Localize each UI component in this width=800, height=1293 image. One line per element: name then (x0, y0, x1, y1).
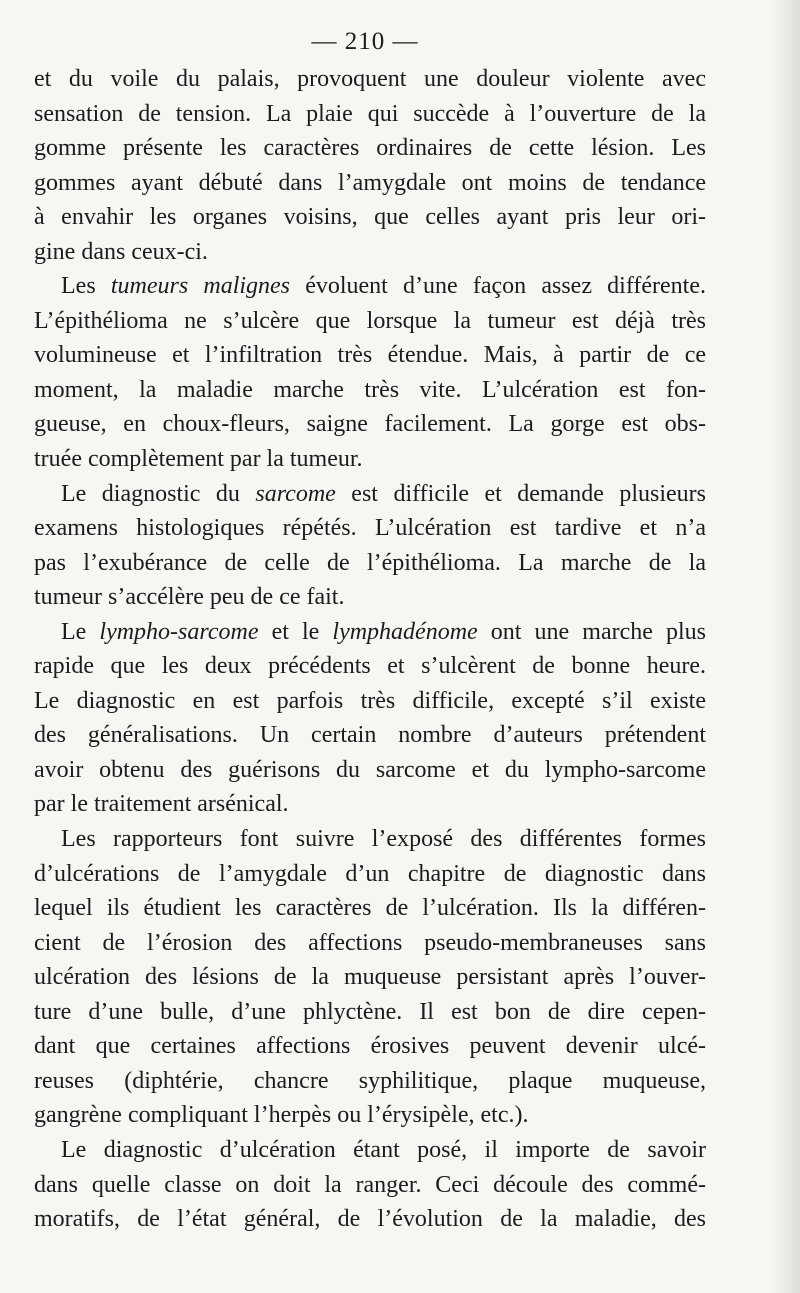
text-line (34, 995, 706, 1030)
text-run: examens histologiques répétés. L’ulcération est tardive et n’a (34, 515, 706, 542)
paragraph (34, 822, 706, 1133)
text-line (34, 891, 706, 926)
paragraph (34, 269, 706, 476)
text-run: gine dans ceux-ci. (34, 238, 208, 265)
italic-term: sarcome (255, 480, 336, 507)
text-line (34, 857, 706, 892)
text-line (34, 926, 706, 961)
text-run: sensation de tension. La plaie qui succède à l’ouverture de la (34, 100, 706, 127)
text-run: gueuse, en choux-fleurs, saigne facilement. La gorge est obs- (34, 411, 706, 438)
text-line (34, 97, 706, 132)
text-run: et le (258, 618, 333, 645)
body-text (34, 62, 706, 1237)
text-run: L’épithélioma ne s’ulcère que lorsque la tumeur est déjà très (34, 307, 706, 334)
text-line (34, 1098, 706, 1133)
text-run: lequel ils étudient les caractères de l’ulcération. Ils la différen- (34, 895, 706, 922)
text-line (34, 166, 706, 201)
text-run: ont une marche plus (477, 618, 707, 645)
text-line (34, 684, 706, 719)
text-run: d’ulcérations de l’amygdale d’un chapitre de diagnostic dans (34, 860, 706, 887)
text-line (34, 131, 706, 166)
text-run: des généralisations. Un certain nombre d’auteurs prétendent (34, 722, 706, 749)
text-run: rapide que les deux précédents et s’ulcèrent de bonne heure. (34, 653, 706, 680)
text-run: Les rapporteurs font suivre l’exposé des différentes formes (61, 826, 706, 853)
text-line (34, 649, 706, 684)
text-run: volumineuse et l’infiltration très étendue. Mais, à partir de ce (34, 342, 706, 369)
text-line (34, 200, 706, 235)
page-number: — 210 — (311, 28, 419, 55)
text-run: moratifs, de l’état général, de l’évolution de la maladie, des (34, 1206, 706, 1233)
text-line (34, 1168, 706, 1203)
text-run: truée complètement par la tumeur. (34, 446, 363, 473)
text-run: Le diagnostic en est parfois très difficile, excepté s’il existe (34, 687, 706, 714)
text-line (34, 718, 706, 753)
text-line (34, 1133, 706, 1168)
text-line (34, 1202, 706, 1237)
text-run: est difficile et demande plusieurs (335, 480, 706, 507)
text-line (34, 1029, 706, 1064)
text-run: Les (61, 273, 111, 300)
text-run: cient de l’érosion des affections pseudo-membraneuses sans (34, 929, 706, 956)
text-line (34, 615, 706, 650)
italic-term: tumeurs malignes (110, 273, 291, 300)
text-line (34, 960, 706, 995)
text-run: tumeur s’accélère peu de ce fait. (34, 584, 345, 611)
text-run: gomme présente les caractères ordinaires de cette lésion. Les (34, 135, 706, 162)
italic-term: lympho-sarcome (99, 618, 259, 645)
text-line (34, 62, 706, 97)
paragraph (34, 1133, 706, 1237)
text-run: gommes ayant débuté dans l’amygdale ont moins de tendance (34, 169, 706, 196)
text-run: pas l’exubérance de celle de l’épithélioma. La marche de la (34, 549, 706, 576)
text-line (34, 511, 706, 546)
text-line (34, 546, 706, 581)
page-edge-shadow (770, 0, 800, 1293)
text-run: Le (61, 618, 100, 645)
text-line (34, 407, 706, 442)
text-run: par le traitement arsénical. (34, 791, 289, 818)
text-line (34, 477, 706, 512)
text-line (34, 580, 706, 615)
text-line (34, 753, 706, 788)
text-run: Le diagnostic d’ulcération étant posé, il importe de savoir (61, 1136, 706, 1163)
italic-term: lymphadénome (332, 618, 478, 645)
text-line (34, 338, 706, 373)
text-run: dans quelle classe on doit la ranger. Ceci découle des commé- (34, 1171, 706, 1198)
text-line (34, 442, 706, 477)
text-run: ture d’une bulle, d’une phlyctène. Il est bon de dire cepen- (34, 998, 706, 1025)
text-run: évoluent d’une façon assez différente. (290, 273, 707, 300)
paragraph (34, 477, 706, 615)
text-run: moment, la maladie marche très vite. L’ulcération est fon- (34, 376, 706, 403)
paragraph (34, 615, 706, 822)
text-line (34, 235, 706, 270)
text-line (34, 787, 706, 822)
text-run: reuses (diphtérie, chancre syphilitique, plaque muqueuse, (34, 1067, 706, 1094)
text-run: ulcération des lésions de la muqueuse persistant après l’ouver- (34, 964, 706, 991)
text-run: avoir obtenu des guérisons du sarcome et du lympho-sarcome (34, 756, 706, 783)
text-line (34, 304, 706, 339)
text-line (34, 373, 706, 408)
text-run: à envahir les organes voisins, que celles ayant pris leur ori- (34, 204, 706, 231)
text-line (34, 269, 706, 304)
text-line (34, 822, 706, 857)
text-run: Le diagnostic du (61, 480, 256, 507)
text-run: gangrène compliquant l’herpès ou l’érysipèle, etc.). (34, 1102, 529, 1129)
text-run: dant que certaines affections érosives peuvent devenir ulcé- (34, 1033, 706, 1060)
paragraph (34, 62, 706, 269)
text-run: et du voile du palais, provoquent une douleur violente avec (34, 66, 706, 92)
text-line (34, 1064, 706, 1099)
